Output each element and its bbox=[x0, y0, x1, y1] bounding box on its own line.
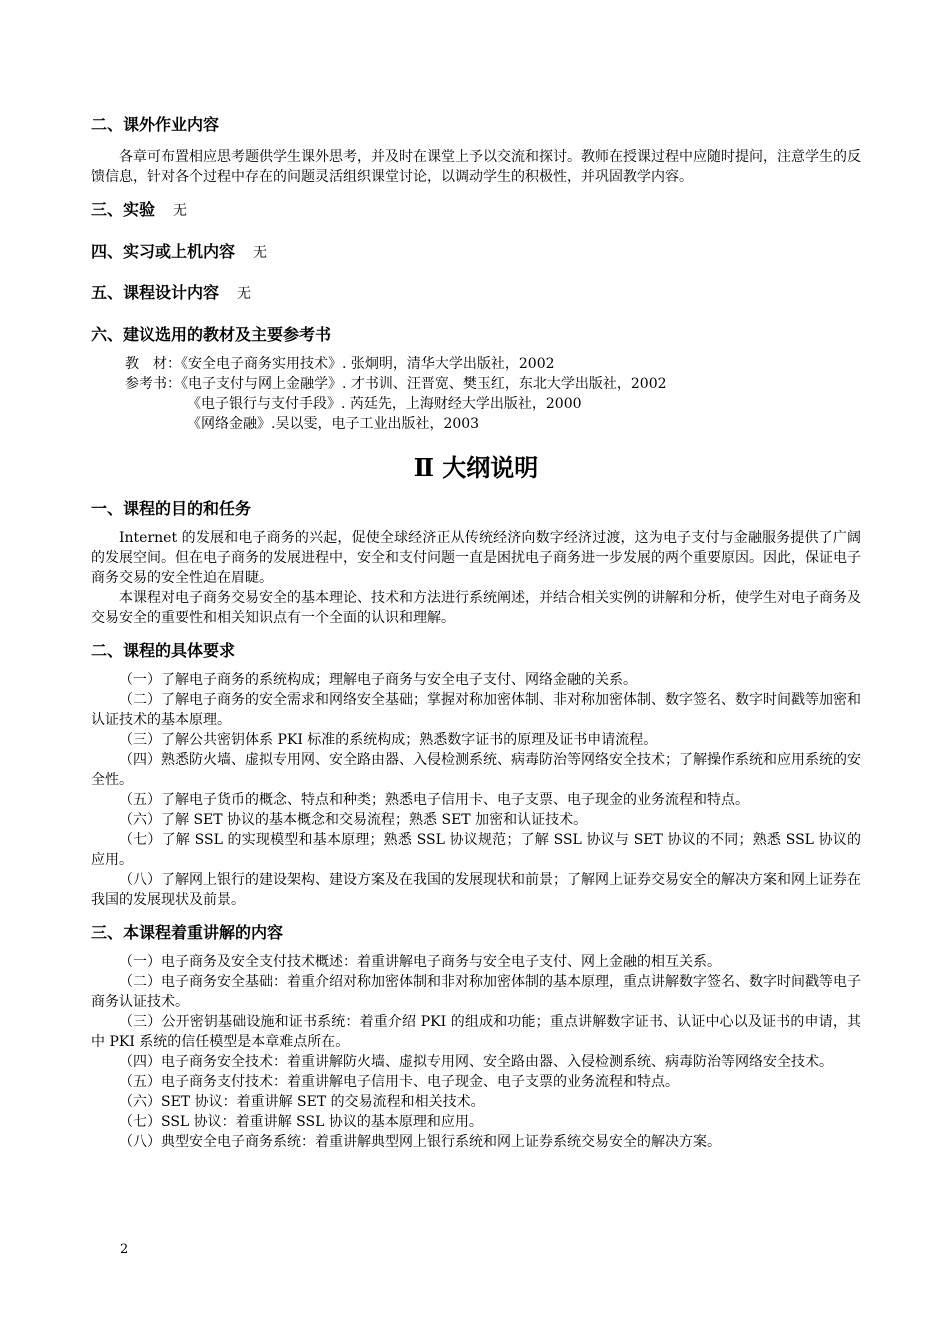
focus-item: （二）电子商务安全基础：着重介绍对称加密体制和非对称加密体制的基本原理，重点讲解数字签名、数字时间戳等电子商务认证技术。 bbox=[91, 974, 861, 1010]
requirement-item: （六）了解 SET 协议的基本概念和交易流程；熟悉 SET 加密和认证技术。 bbox=[119, 812, 588, 828]
experiment-heading: 三、实验 无 bbox=[91, 200, 188, 219]
focus-item: （六）SET 协议：着重讲解 SET 的交易流程和相关技术。 bbox=[119, 1094, 485, 1110]
focus-item: （五）电子商务支付技术：着重讲解电子信用卡、电子现金、电子支票的业务流程和特点。 bbox=[119, 1074, 679, 1090]
reference-line-3: 《网络金融》.吴以雯，电子工业出版社，2003 bbox=[187, 416, 480, 432]
requirement-item: （二）了解电子商务的安全需求和网络安全基础；掌握对称加密体制、非对称加密体制、数字签名、数字时间戳等加密和认证技术的基本原理。 bbox=[91, 692, 861, 728]
reference-line-1: 参考书：《电子支付与网上金融学》. 才书训、汪晋宽、樊玉红，东北大学出版社，2002 bbox=[125, 376, 667, 392]
experiment-value: 无 bbox=[173, 203, 188, 219]
focus-list bbox=[91, 952, 861, 1152]
focus-item: （三）公开密钥基础设施和证书系统：着重介绍 PKI 的组成和功能；重点讲解数字证书、认证中心以及证书的申请，其中 PKI 系统的信任模型是本章难点所在。 bbox=[91, 1014, 861, 1050]
books-heading: 六、建议选用的教材及主要参考书 bbox=[91, 325, 332, 344]
requirement-item: （三）了解公共密钥体系 PKI 标准的系统构成；熟悉数字证书的原理及证书申请流程。 bbox=[119, 732, 658, 748]
textbook-line: 教 材：《安全电子商务实用技术》. 张炯明，清华大学出版社，2002 bbox=[125, 356, 555, 372]
focus-item: （一）电子商务及安全支付技术概述：着重讲解电子商务与安全电子支付、网上金融的相互关系。 bbox=[119, 954, 721, 970]
goal-heading: 一、课程的目的和任务 bbox=[91, 499, 252, 518]
goal-paragraph-1: Internet 的发展和电子商务的兴起，促使全球经济正从传统经济向数字经济过渡，这为电子支付与金融服务提供了广阔的发展空间。但在电子商务的发展进程中，安全和支付问题一直是困扰电子商务进一步发展的两个重要原因。因此，保证电子商务交易的安全性迫在眉睫。 bbox=[91, 530, 861, 586]
goal-paragraph-2: 本课程对电子商务交易安全的基本理论、技术和方法进行系统阐述，并结合相关实例的讲解和分析，使学生对电子商务及交易安全的重要性和相关知识点有一个全面的认识和理解。 bbox=[91, 590, 861, 626]
focus-heading: 三、本课程着重讲解的内容 bbox=[91, 923, 284, 942]
focus-item: （四）电子商务安全技术：着重讲解防火墙、虚拟专用网、安全路由器、入侵检测系统、病毒防治等网络安全技术。 bbox=[119, 1054, 833, 1070]
requirement-item: （一）了解电子商务的系统构成；理解电子商务与安全电子支付、网络金融的关系。 bbox=[119, 672, 637, 688]
requirement-item: （四）熟悉防火墙、虚拟专用网、安全路由器、入侵检测系统、病毒防治等网络安全技术；了解操作系统和应用系统的安全性。 bbox=[91, 752, 861, 788]
design-value: 无 bbox=[237, 286, 252, 302]
requirement-item: （七）了解 SSL 的实现模型和基本原理；熟悉 SSL 协议规范；了解 SSL 协议与 SET 协议的不同；熟悉 SSL 协议的应用。 bbox=[91, 832, 861, 868]
requirement-item: （八）了解网上银行的建设架构、建设方案及在我国的发展现状和前景；了解网上证券交易安全的解决方案和网上证券在我国的发展现状及前景。 bbox=[91, 872, 861, 908]
focus-item: （八）典型安全电子商务系统：着重讲解典型网上银行系统和网上证券系统交易安全的解决方案。 bbox=[119, 1134, 721, 1150]
practice-value: 无 bbox=[253, 245, 268, 261]
page-number: 2 bbox=[120, 1242, 129, 1257]
homework-heading: 二、课外作业内容 bbox=[91, 115, 220, 134]
document-page bbox=[91, 114, 861, 1152]
requirement-item: （五）了解电子货币的概念、特点和种类；熟悉电子信用卡、电子支票、电子现金的业务流程和特点。 bbox=[119, 792, 749, 808]
requirements-list bbox=[91, 670, 861, 910]
reference-line-2: 《电子银行与支付手段》. 芮廷先，上海财经大学出版社，2000 bbox=[187, 396, 582, 412]
part-title: Ⅱ 大纲说明 bbox=[413, 453, 539, 482]
practice-heading: 四、实习或上机内容 无 bbox=[91, 242, 268, 261]
design-heading: 五、课程设计内容 无 bbox=[91, 283, 252, 302]
homework-text: 各章可布置相应思考题供学生课外思考，并及时在课堂上予以交流和探讨。教师在授课过程中应随时提问，注意学生的反馈信息，针对各个过程中存在的问题灵活组织课堂讨论，以调动学生的积极性，并巩固教学内容。 bbox=[91, 149, 861, 185]
requirements-heading: 二、课程的具体要求 bbox=[91, 641, 236, 660]
focus-item: （七）SSL 协议：着重讲解 SSL 协议的基本原理和应用。 bbox=[119, 1114, 483, 1130]
